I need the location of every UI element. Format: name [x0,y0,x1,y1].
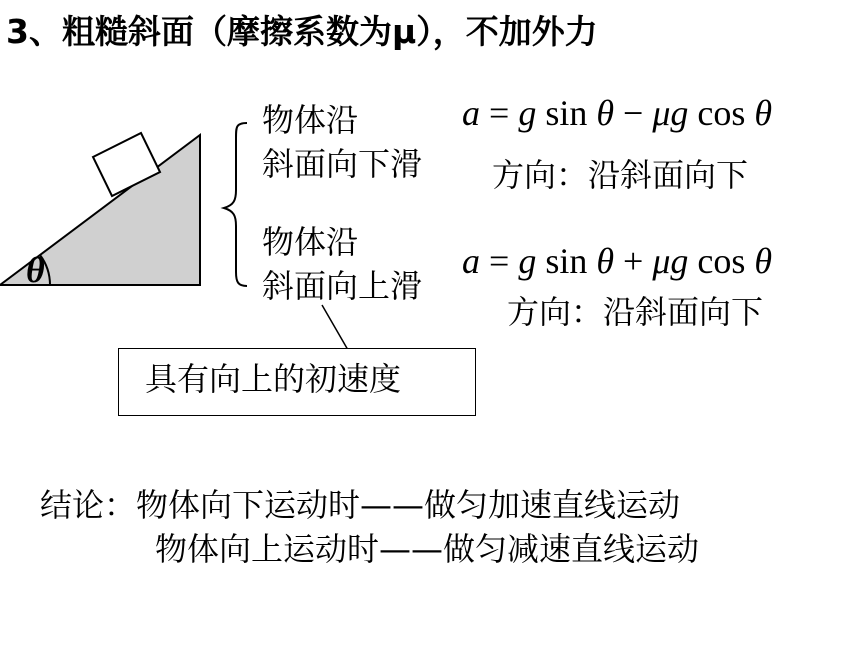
angle-theta-label: θ [26,250,45,290]
callout-text: 具有向上的初速度 [145,360,402,398]
case-down-label [262,98,422,186]
formula-down: a = g sin θ − μg cos θ [462,93,773,133]
case-up-line1: 物体沿 [262,223,359,261]
case-down-line2: 斜面向下滑 [262,145,423,183]
case-up-line2: 斜面向上滑 [262,267,423,305]
conclusion-line2: 物体向上运动时——做匀减速直线运动 [155,530,700,568]
callout-pointer [322,305,400,350]
direction-up: 方向：沿斜面向下 [507,293,764,331]
formula-up: a = g sin θ + μg cos θ [462,241,773,281]
case-up-label [262,220,422,308]
conclusion-line1: 结论：物体向下运动时——做匀加速直线运动 [40,486,681,524]
case-down-line1: 物体沿 [262,101,359,139]
brace [224,123,247,286]
direction-down: 方向：沿斜面向下 [492,156,749,194]
slide-title: 3、粗糙斜面（摩擦系数为μ），不加外力 [6,12,598,51]
